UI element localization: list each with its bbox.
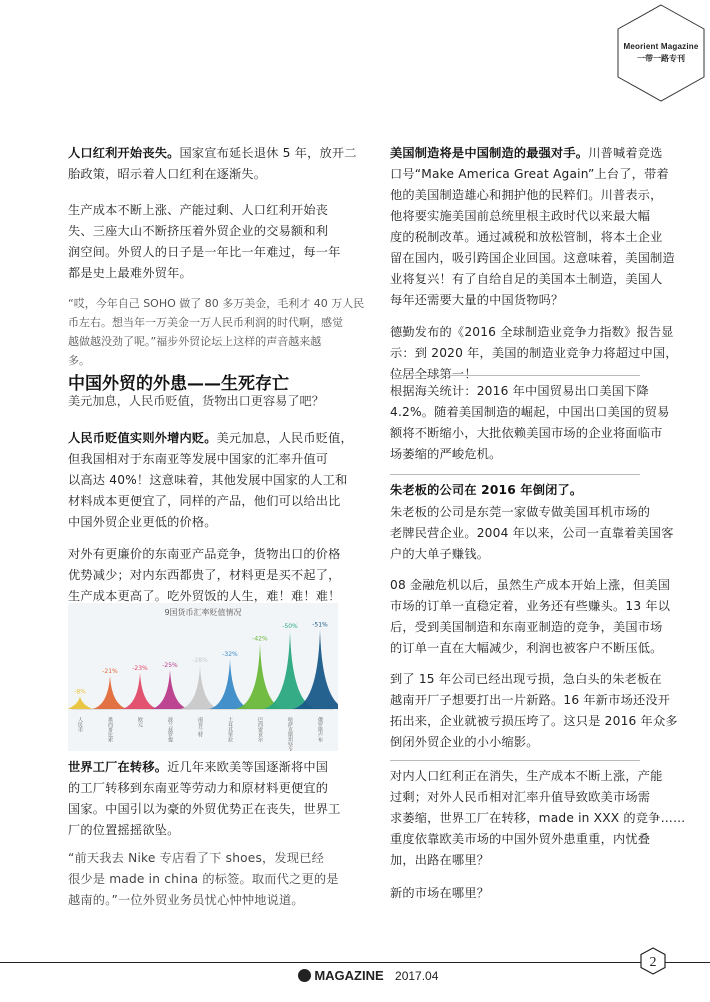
chart-value-label: -25% bbox=[162, 661, 178, 669]
chart-category-label: 俄罗斯卢布 bbox=[317, 717, 323, 742]
magazine-name-cn: 一带一路专刊 bbox=[637, 54, 685, 63]
para-demographic: 人口红利开始丧失。国家宣布延长退休 5 年，放开二 胎政策，昭示着人口红利在逐渐失。 bbox=[68, 146, 357, 181]
footer-logo-icon bbox=[298, 969, 311, 982]
para-financial-crisis: 08 金融危机以后，虽然生产成本开始上涨，但美国 市场的订单一直稳定着，业务还有些赚头。13 年以 后，受到美国制造和东南亚制造的竞争，美国市场 的订单一直在大幅减少，利润也被客户不断压低。 bbox=[390, 578, 671, 655]
para-factory-shift: 世界工厂在转移。近几年来欧美等国逐渐将中国 的工厂转移到东南亚等劳动力和原材料更便宜的 国家。中国引以为豪的外贸优势正在丧失，世界工 厂的位置摇摇欲坠。 bbox=[68, 760, 341, 837]
chart-svg bbox=[68, 603, 338, 751]
chart-category-label: 墨西哥比索 bbox=[107, 717, 113, 742]
chart-title: 9国货币汇率贬值情况 bbox=[164, 608, 242, 617]
para-customs: 根据海关统计：2016 年中国贸易出口美国下降 4.2%。随着美国制造的崛起，中国出口美国的贸易 额将不断缩小，大批依赖美国市场的企业将面临市 场萎缩的严峻危机。 bbox=[390, 384, 670, 461]
para-competition: 对外有更廉价的东南亚产品竞争，货物出口的价格 优势减少；对内东西都贵了，材料更是买不起了， 生产成本更高了。吃外贸饭的人生，难！难！难！ bbox=[68, 547, 341, 603]
magazine-badge bbox=[617, 42, 705, 64]
para-rmb: 人民币贬值实则外增内贬。美元加息，人民币贬值， 但我国相对于东南亚等发展中国家的汇率升值可 以高达 40%！这意味着，其他发展中国家的人工和 材料成本更便宜了，同样的产品，他们可以给出比 中国外贸企业更低的价格。 bbox=[68, 431, 353, 529]
page-number-badge bbox=[639, 947, 667, 975]
magazine-name-en: Meorient Magazine bbox=[623, 42, 699, 51]
chart-peak bbox=[151, 670, 189, 709]
para-deloitte: 德勤发布的《2016 全球制造业竞争力指数》报告显 示：到 2020 年，美国的制造业竞争力将超过中国， 位居全球第一！ bbox=[390, 325, 678, 381]
chart-value-label: -51% bbox=[312, 621, 328, 629]
chart-category-label: 哈萨克斯坦坚戈 bbox=[287, 717, 293, 751]
divider bbox=[390, 474, 640, 475]
currency-depreciation-chart bbox=[68, 603, 338, 751]
quote-soho: “哎，今年自己 SOHO 做了 80 多万美金，毛利才 40 万人民 币左右。想当年一万美金一万人民币利润的时代啊，感觉 越做越没劲了呢。”福步外贸论坛上这样的声音越来越 多。 bbox=[68, 297, 365, 367]
footer-rule bbox=[0, 962, 710, 963]
divider bbox=[390, 375, 640, 376]
chart-peak bbox=[209, 659, 251, 709]
section-subtitle: 美元加息，人民币贬值，货物出口更容易了吧？ bbox=[68, 394, 324, 408]
chart-category-label: 巴西雷亚尔 bbox=[257, 717, 263, 742]
para-bankruptcy: 到了 15 年公司已经出现亏损，急白头的朱老板在 越南开厂子想要打出一片新路。16 年新市场还没开 拓出来，企业就被亏损压垮了。这只是 2016 年众多 倒闭外贸企业的小小缩影。 bbox=[390, 672, 678, 749]
para-summary: 对内人口红利正在消失，生产成本不断上涨，产能 过剩；对外人民币相对汇率升值导致欧美市场需 求萎缩，世界工厂在转移，made in XXX 的竞争…… 重度依靠欧美市场的中国外贸外患重重，内忧叠 加，出路在哪里？ bbox=[390, 769, 686, 867]
chart-category-label: 波兰兹罗提 bbox=[167, 717, 173, 742]
chart-category-label: 南非兰特 bbox=[197, 717, 203, 737]
chart-peak bbox=[93, 676, 128, 709]
chart-value-label: -50% bbox=[282, 622, 298, 630]
divider bbox=[390, 760, 640, 761]
case-title: 朱老板的公司在 2016 年倒闭了。 bbox=[390, 483, 583, 497]
chart-peak bbox=[180, 665, 220, 709]
chart-category-label: 人民币 bbox=[77, 717, 83, 732]
chart-peak bbox=[122, 673, 158, 709]
chart-category-label: 欧元 bbox=[137, 717, 143, 727]
chart-category-label: 土耳其里拉 bbox=[227, 717, 233, 742]
para-costs: 生产成本不断上涨、产能过剩、人口红利开始丧 失、三座大山不断挤压着外贸企业的交易额和利 润空间。外贸人的日子是一年比一年难过，每一年 都是史上最难外贸年。 bbox=[68, 203, 341, 280]
footer bbox=[298, 968, 438, 983]
chart-value-label: -28% bbox=[192, 657, 208, 665]
chart-value-label: -23% bbox=[132, 665, 148, 673]
chart-value-label: -21% bbox=[102, 668, 118, 676]
quote-nike: “前天我去 Nike 专店看了下 shoes，发现已经 很少是 made in china 的标签。取而代之更的是 越南的。”一位外贸业务员忧心忡忡地说道。 bbox=[68, 851, 339, 907]
closing-question: 新的市场在哪里？ bbox=[390, 886, 490, 900]
chart-peak bbox=[68, 696, 93, 709]
page-number: 2 bbox=[649, 955, 657, 970]
footer-magazine: MAGAZINE bbox=[314, 968, 384, 983]
chart-value-label: -8% bbox=[74, 688, 86, 696]
para-zhu-company: 朱老板的公司是东莞一家做专做美国耳机市场的 老牌民营企业。2004 年以来，公司一直靠着美国客 户的大单子赚钱。 bbox=[390, 505, 674, 561]
section-title: 中国外贸的外患——生死存亡 bbox=[68, 374, 289, 394]
chart-value-label: -32% bbox=[222, 650, 238, 658]
para-us-manufacturing: 美国制造将是中国制造的最强对手。川普喊着竞选 口号“Make America Great Again”上台了，带着 他的美国制造雄心和拥护他的民粹们。川普表示， 他将要实施美国前总统里根主政时代以来最大幅 度的税制改革。通过减税和放松管制，将本土企业 留在国内，吸引跨国企业回国。这意味着，美国制造 业将复兴！有了自给自足的美国本土制造，美国人 每年还需要大量的中国货物吗？ bbox=[390, 146, 675, 307]
chart-value-label: -42% bbox=[252, 635, 268, 643]
footer-date: 2017.04 bbox=[395, 969, 439, 983]
